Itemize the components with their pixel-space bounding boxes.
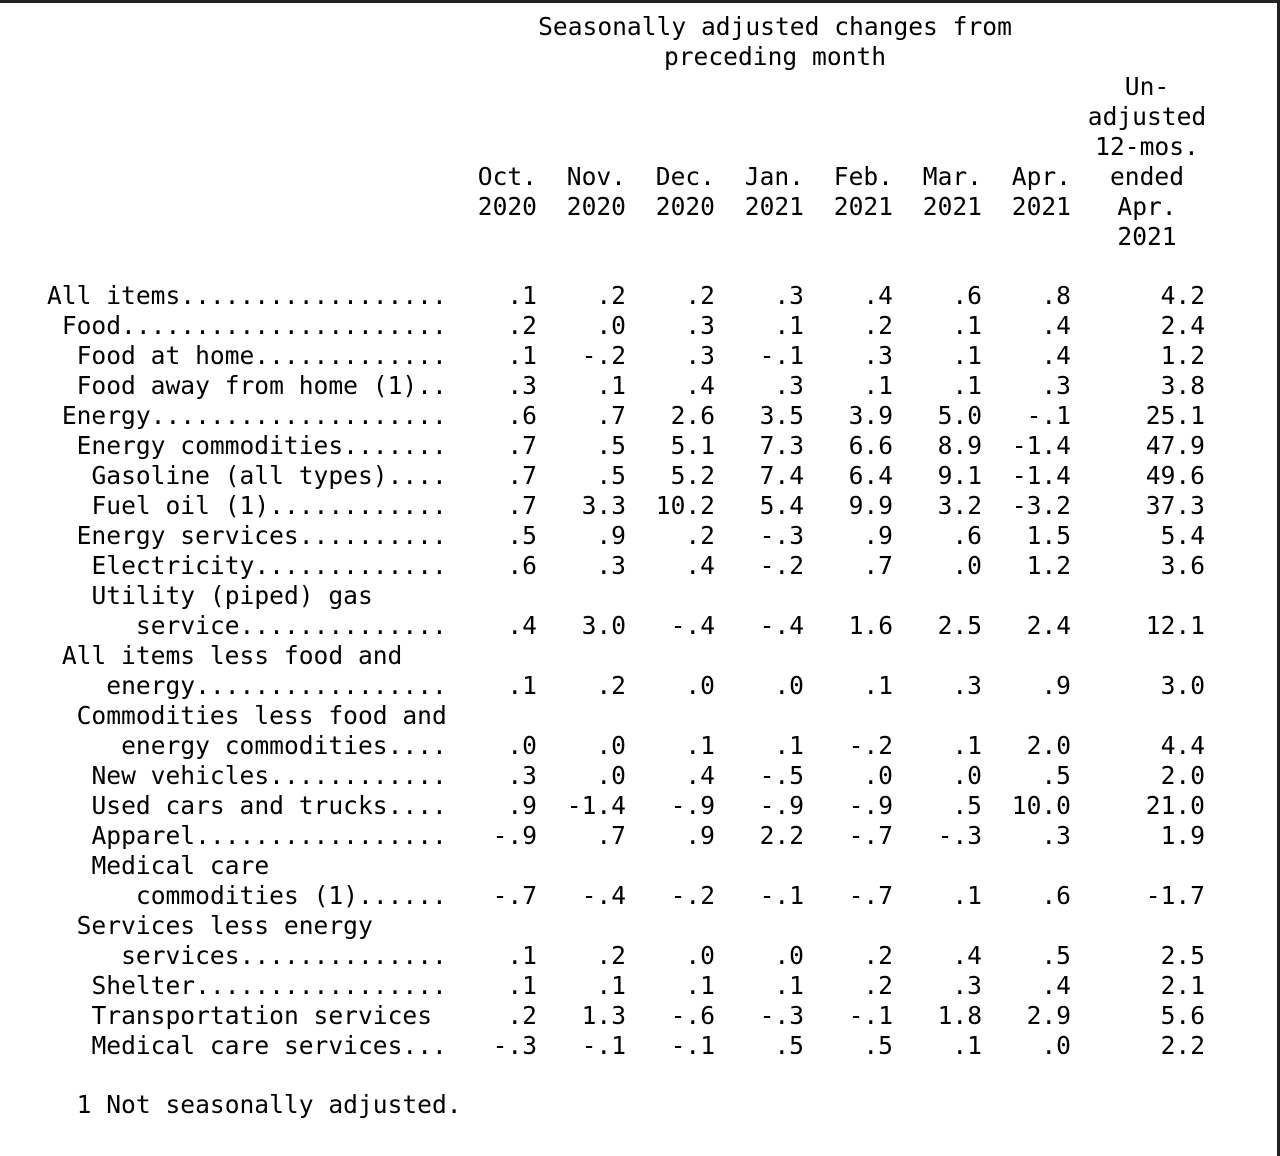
- table-cell: .1: [952, 341, 982, 370]
- table-cell: 1.9: [1160, 821, 1205, 850]
- table-cell: .4: [1041, 971, 1071, 1000]
- table-cell: .3: [685, 311, 715, 340]
- table-cell: .5: [774, 1031, 804, 1060]
- table-cell: -1.4: [1011, 461, 1071, 490]
- unadjusted-column-header: Un-: [1124, 72, 1170, 101]
- table-cell: -.3: [759, 521, 804, 550]
- table-cell: -.2: [670, 881, 715, 910]
- table-cell: -1.4: [566, 791, 626, 820]
- row-label: service..............: [135, 611, 447, 640]
- table-cell: .5: [863, 1031, 893, 1060]
- table-cell: 2.5: [1160, 941, 1205, 970]
- table-cell: 2.9: [1026, 1001, 1071, 1030]
- table-cell: 5.0: [937, 401, 982, 430]
- table-cell: 7.4: [759, 461, 804, 490]
- table-cell: .7: [507, 461, 537, 490]
- table-cell: 5.1: [670, 431, 715, 460]
- table-cell: 2.1: [1160, 971, 1205, 1000]
- table-cell: .9: [507, 791, 537, 820]
- table-cell: 1.8: [937, 1001, 982, 1030]
- table-cell: .4: [685, 371, 715, 400]
- table-cell: -.6: [670, 1001, 715, 1030]
- table-cell: 3.5: [759, 401, 804, 430]
- table-cell: -.3: [492, 1031, 537, 1060]
- table-cell: 10.2: [655, 491, 715, 520]
- table-cell: .5: [507, 521, 537, 550]
- table-cell: .7: [507, 431, 537, 460]
- table-cell: 2.0: [1160, 761, 1205, 790]
- table-cell: .0: [952, 761, 982, 790]
- table-cell: .0: [774, 941, 804, 970]
- month-column-header: Nov.: [566, 162, 626, 191]
- row-label: Food away from home (1)..: [76, 371, 447, 400]
- table-cell: .5: [596, 461, 626, 490]
- table-cell: .0: [507, 731, 537, 760]
- table-title: preceding month: [663, 42, 887, 71]
- row-label: All items less food and: [61, 641, 403, 670]
- footnote: 1 Not seasonally adjusted.: [76, 1090, 462, 1119]
- table-cell: .3: [774, 281, 804, 310]
- table-cell: .1: [952, 881, 982, 910]
- table-cell: 4.4: [1160, 731, 1205, 760]
- table-cell: .6: [1041, 881, 1071, 910]
- table-cell: -.7: [492, 881, 537, 910]
- table-cell: 1.5: [1026, 521, 1071, 550]
- table-cell: .1: [952, 1031, 982, 1060]
- table-cell: .4: [863, 281, 893, 310]
- month-column-header: 2020: [566, 192, 626, 221]
- table-cell: 2.5: [937, 611, 982, 640]
- table-cell: -.9: [492, 821, 537, 850]
- row-label: Transportation services: [91, 1001, 433, 1030]
- table-cell: .3: [596, 551, 626, 580]
- table-cell: -.9: [848, 791, 893, 820]
- table-cell: .7: [596, 401, 626, 430]
- table-cell: 5.6: [1160, 1001, 1205, 1030]
- month-column-header: Mar.: [922, 162, 982, 191]
- table-cell: 1.2: [1026, 551, 1071, 580]
- row-label: Energy commodities.......: [76, 431, 447, 460]
- table-cell: .1: [507, 341, 537, 370]
- table-cell: .9: [596, 521, 626, 550]
- table-cell: -.1: [759, 881, 804, 910]
- table-cell: .7: [507, 491, 537, 520]
- table-cell: -1.7: [1145, 881, 1205, 910]
- table-cell: .4: [685, 761, 715, 790]
- table-cell: -.9: [759, 791, 804, 820]
- row-label: Energy services..........: [76, 521, 447, 550]
- table-cell: 1.2: [1160, 341, 1205, 370]
- table-cell: .4: [507, 611, 537, 640]
- table-cell: 5.2: [670, 461, 715, 490]
- table-cell: .4: [1041, 311, 1071, 340]
- table-cell: -.3: [937, 821, 982, 850]
- table-cell: .1: [774, 311, 804, 340]
- unadjusted-column-header: adjusted: [1087, 102, 1207, 131]
- row-label: Food at home.............: [76, 341, 447, 370]
- table-cell: 3.9: [848, 401, 893, 430]
- row-label: Energy....................: [61, 401, 447, 430]
- table-cell: 3.2: [937, 491, 982, 520]
- table-cell: .1: [596, 971, 626, 1000]
- table-cell: 2.6: [670, 401, 715, 430]
- table-cell: -3.2: [1011, 491, 1071, 520]
- unadjusted-column-header: 12-mos.: [1095, 132, 1199, 161]
- table-cell: 3.6: [1160, 551, 1205, 580]
- month-column-header: 2021: [922, 192, 982, 221]
- row-label: Electricity.............: [91, 551, 447, 580]
- month-column-header: Apr.: [1011, 162, 1071, 191]
- table-cell: .8: [1041, 281, 1071, 310]
- table-cell: .1: [774, 971, 804, 1000]
- table-cell: -.1: [581, 1031, 626, 1060]
- table-cell: -.1: [848, 1001, 893, 1030]
- table-cell: .1: [596, 371, 626, 400]
- table-cell: .3: [774, 371, 804, 400]
- table-cell: -.2: [848, 731, 893, 760]
- table-cell: .1: [952, 371, 982, 400]
- table-cell: .0: [774, 671, 804, 700]
- table-cell: 3.0: [1160, 671, 1205, 700]
- table-cell: .9: [863, 521, 893, 550]
- table-cell: .0: [685, 941, 715, 970]
- table-cell: 3.3: [581, 491, 626, 520]
- table-cell: -.4: [759, 611, 804, 640]
- table-cell: -.1: [670, 1031, 715, 1060]
- table-cell: .0: [1041, 1031, 1071, 1060]
- table-cell: .3: [952, 971, 982, 1000]
- table-cell: .0: [685, 671, 715, 700]
- month-column-header: 2021: [1011, 192, 1071, 221]
- table-cell: 9.9: [848, 491, 893, 520]
- table-cell: 2.2: [1160, 1031, 1205, 1060]
- table-cell: .2: [507, 311, 537, 340]
- month-column-header: 2020: [477, 192, 537, 221]
- table-cell: .0: [863, 761, 893, 790]
- month-column-header: Jan.: [744, 162, 804, 191]
- month-column-header: 2020: [655, 192, 715, 221]
- row-label: Medical care: [91, 851, 270, 880]
- table-cell: .6: [952, 281, 982, 310]
- table-cell: .0: [596, 311, 626, 340]
- table-cell: .3: [507, 761, 537, 790]
- table-cell: .1: [507, 671, 537, 700]
- row-label: Apparel.................: [91, 821, 447, 850]
- table-cell: .1: [952, 731, 982, 760]
- table-title: Seasonally adjusted changes from: [538, 12, 1012, 41]
- window-top-border: [0, 0, 1280, 3]
- table-cell: .2: [863, 971, 893, 1000]
- table-cell: .1: [685, 731, 715, 760]
- table-cell: .0: [596, 761, 626, 790]
- table-cell: 5.4: [1160, 521, 1205, 550]
- table-cell: .9: [1041, 671, 1071, 700]
- table-cell: .2: [596, 941, 626, 970]
- table-cell: 21.0: [1145, 791, 1205, 820]
- row-label: Food......................: [61, 311, 447, 340]
- table-cell: 4.2: [1160, 281, 1205, 310]
- table-cell: -.2: [581, 341, 626, 370]
- table-cell: .5: [1041, 761, 1071, 790]
- table-cell: .5: [1041, 941, 1071, 970]
- table-cell: 2.2: [759, 821, 804, 850]
- table-cell: .1: [952, 311, 982, 340]
- row-label: commodities (1)......: [135, 881, 447, 910]
- table-cell: 3.0: [581, 611, 626, 640]
- table-cell: .3: [507, 371, 537, 400]
- row-label: services..............: [121, 941, 447, 970]
- table-cell: -.4: [581, 881, 626, 910]
- row-label: Utility (piped) gas: [91, 581, 373, 610]
- table-cell: .6: [952, 521, 982, 550]
- row-label: Fuel oil (1)............: [91, 491, 447, 520]
- table-cell: .2: [685, 281, 715, 310]
- table-cell: .7: [596, 821, 626, 850]
- table-cell: .2: [863, 311, 893, 340]
- table-cell: -.9: [670, 791, 715, 820]
- table-cell: 5.4: [759, 491, 804, 520]
- table-cell: 49.6: [1145, 461, 1205, 490]
- table-cell: .1: [774, 731, 804, 760]
- table-cell: 6.4: [848, 461, 893, 490]
- table-cell: -.7: [848, 821, 893, 850]
- table-cell: .4: [685, 551, 715, 580]
- month-column-header: Dec.: [655, 162, 715, 191]
- month-column-header: Oct.: [477, 162, 537, 191]
- table-cell: .7: [863, 551, 893, 580]
- row-label: Used cars and trucks....: [91, 791, 447, 820]
- table-cell: .6: [507, 551, 537, 580]
- row-label: energy.................: [106, 671, 447, 700]
- table-cell: -.7: [848, 881, 893, 910]
- row-label: Commodities less food and: [76, 701, 447, 730]
- table-cell: .1: [863, 671, 893, 700]
- row-label: Shelter.................: [91, 971, 447, 1000]
- table-cell: 7.3: [759, 431, 804, 460]
- row-label: Services less energy: [76, 911, 373, 940]
- table-cell: .0: [952, 551, 982, 580]
- table-cell: .4: [952, 941, 982, 970]
- table-cell: .2: [596, 671, 626, 700]
- table-cell: .1: [507, 941, 537, 970]
- table-cell: 10.0: [1011, 791, 1071, 820]
- table-cell: .4: [1041, 341, 1071, 370]
- table-cell: .5: [596, 431, 626, 460]
- table-cell: .3: [1041, 821, 1071, 850]
- table-cell: .2: [596, 281, 626, 310]
- table-cell: 6.6: [848, 431, 893, 460]
- table-cell: .1: [507, 971, 537, 1000]
- table-cell: .3: [952, 671, 982, 700]
- unadjusted-column-header: 2021: [1117, 222, 1177, 251]
- row-label: Gasoline (all types)....: [91, 461, 447, 490]
- table-cell: 2.4: [1160, 311, 1205, 340]
- table-cell: -.1: [759, 341, 804, 370]
- table-cell: 2.0: [1026, 731, 1071, 760]
- table-cell: .6: [507, 401, 537, 430]
- table-cell: 47.9: [1145, 431, 1205, 460]
- table-cell: .3: [863, 341, 893, 370]
- table-cell: 1.6: [848, 611, 893, 640]
- table-cell: 25.1: [1145, 401, 1205, 430]
- table-cell: -1.4: [1011, 431, 1071, 460]
- table-cell: .9: [685, 821, 715, 850]
- table-cell: 12.1: [1145, 611, 1205, 640]
- table-cell: 3.8: [1160, 371, 1205, 400]
- table-cell: .3: [685, 341, 715, 370]
- table-cell: .3: [1041, 371, 1071, 400]
- table-cell: 1.3: [581, 1001, 626, 1030]
- table-cell: 2.4: [1026, 611, 1071, 640]
- unadjusted-column-header: Apr.: [1117, 192, 1177, 221]
- month-column-header: 2021: [744, 192, 804, 221]
- row-label: Medical care services...: [91, 1031, 447, 1060]
- unadjusted-column-header: ended: [1109, 162, 1185, 191]
- table-cell: -.2: [759, 551, 804, 580]
- row-label: All items..................: [47, 281, 447, 310]
- month-column-header: Feb.: [833, 162, 893, 191]
- table-cell: 37.3: [1145, 491, 1205, 520]
- table-cell: 8.9: [937, 431, 982, 460]
- table-cell: .1: [685, 971, 715, 1000]
- table-cell: -.5: [759, 761, 804, 790]
- month-column-header: 2021: [833, 192, 893, 221]
- table-cell: .2: [863, 941, 893, 970]
- table-cell: .1: [863, 371, 893, 400]
- row-label: energy commodities....: [121, 731, 447, 760]
- table-cell: 9.1: [937, 461, 982, 490]
- row-label: New vehicles............: [91, 761, 447, 790]
- table-cell: .0: [596, 731, 626, 760]
- table-cell: .2: [685, 521, 715, 550]
- table-cell: -.4: [670, 611, 715, 640]
- table-cell: -.1: [1026, 401, 1071, 430]
- table-cell: .2: [507, 1001, 537, 1030]
- table-cell: -.3: [759, 1001, 804, 1030]
- table-cell: .5: [952, 791, 982, 820]
- table-cell: .1: [507, 281, 537, 310]
